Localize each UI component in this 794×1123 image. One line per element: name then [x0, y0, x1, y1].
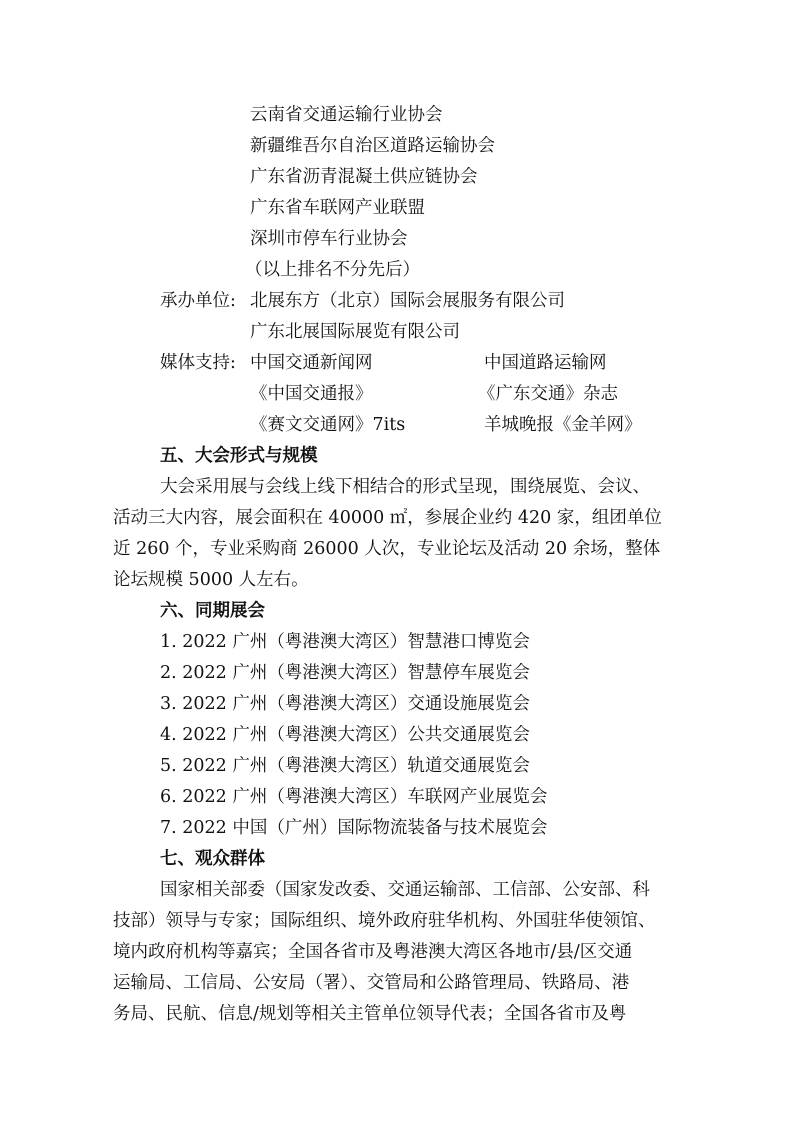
- paragraph-line: 论坛规模 5000 人左右。: [113, 570, 309, 590]
- section-heading: 七、观众群体: [160, 849, 265, 869]
- list-item: 3. 2022 广州（粤港澳大湾区）交通设施展览会: [160, 694, 530, 714]
- list-item: 6. 2022 广州（粤港澳大湾区）车联网产业展览会: [160, 787, 548, 807]
- media-item: 《广东交通》杂志: [478, 384, 618, 404]
- media-item: 《赛文交通网》7its: [250, 415, 406, 435]
- organizer-item: 云南省交通运输行业协会: [250, 105, 443, 125]
- organizer-note: （以上排名不分先后）: [245, 260, 420, 280]
- paragraph-line: 技部）领导与专家；国际组织、境外政府驻华机构、外国驻华使领馆、: [113, 911, 656, 931]
- organizer-item: 广东省沥青混凝土供应链协会: [250, 167, 478, 187]
- organizer-item: 深圳市停车行业协会: [250, 229, 408, 249]
- paragraph-line: 近 260 个，专业采购商 26000 人次，专业论坛及活动 20 余场，整体: [113, 539, 661, 559]
- list-item: 5. 2022 广州（粤港澳大湾区）轨道交通展览会: [160, 756, 530, 776]
- media-item: 《中国交通报》: [250, 384, 373, 404]
- organizer-item: 广东省车联网产业联盟: [250, 198, 425, 218]
- media-item: 中国道路运输网: [484, 353, 607, 373]
- section-heading: 五、大会形式与规模: [160, 446, 318, 466]
- section-heading: 六、同期展会: [160, 601, 265, 621]
- host-label: 承办单位:: [160, 291, 236, 311]
- media-item: 中国交通新闻网: [250, 353, 373, 373]
- host-unit: 广东北展国际展览有限公司: [250, 322, 460, 342]
- list-item: 7. 2022 中国（广州）国际物流装备与技术展览会: [160, 818, 548, 838]
- media-item: 羊城晚报《金羊网》: [484, 415, 642, 435]
- organizer-item: 新疆维吾尔自治区道路运输协会: [250, 136, 495, 156]
- paragraph-line: 境内政府机构等嘉宾；全国各省市及粤港澳大湾区各地市/县/区交通: [113, 942, 633, 962]
- list-item: 2. 2022 广州（粤港澳大湾区）智慧停车展览会: [160, 663, 530, 683]
- paragraph-line: 国家相关部委（国家发改委、交通运输部、工信部、公安部、科: [160, 880, 650, 900]
- paragraph-line: 大会采用展与会线上线下相结合的形式呈现，围绕展览、会议、: [160, 477, 650, 497]
- host-unit: 北展东方（北京）国际会展服务有限公司: [250, 291, 565, 311]
- list-item: 1. 2022 广州（粤港澳大湾区）智慧港口博览会: [160, 632, 530, 652]
- list-item: 4. 2022 广州（粤港澳大湾区）公共交通展览会: [160, 725, 530, 745]
- paragraph-line: 活动三大内容，展会面积在 40000 ㎡，参展企业约 420 家，组团单位: [113, 508, 662, 528]
- paragraph-line: 运输局、工信局、公安局（署）、交管局和公路管理局、铁路局、港: [113, 973, 630, 993]
- media-label: 媒体支持:: [160, 353, 236, 373]
- paragraph-line: 务局、民航、信息/规划等相关主管单位领导代表；全国各省市及粤: [113, 1004, 627, 1024]
